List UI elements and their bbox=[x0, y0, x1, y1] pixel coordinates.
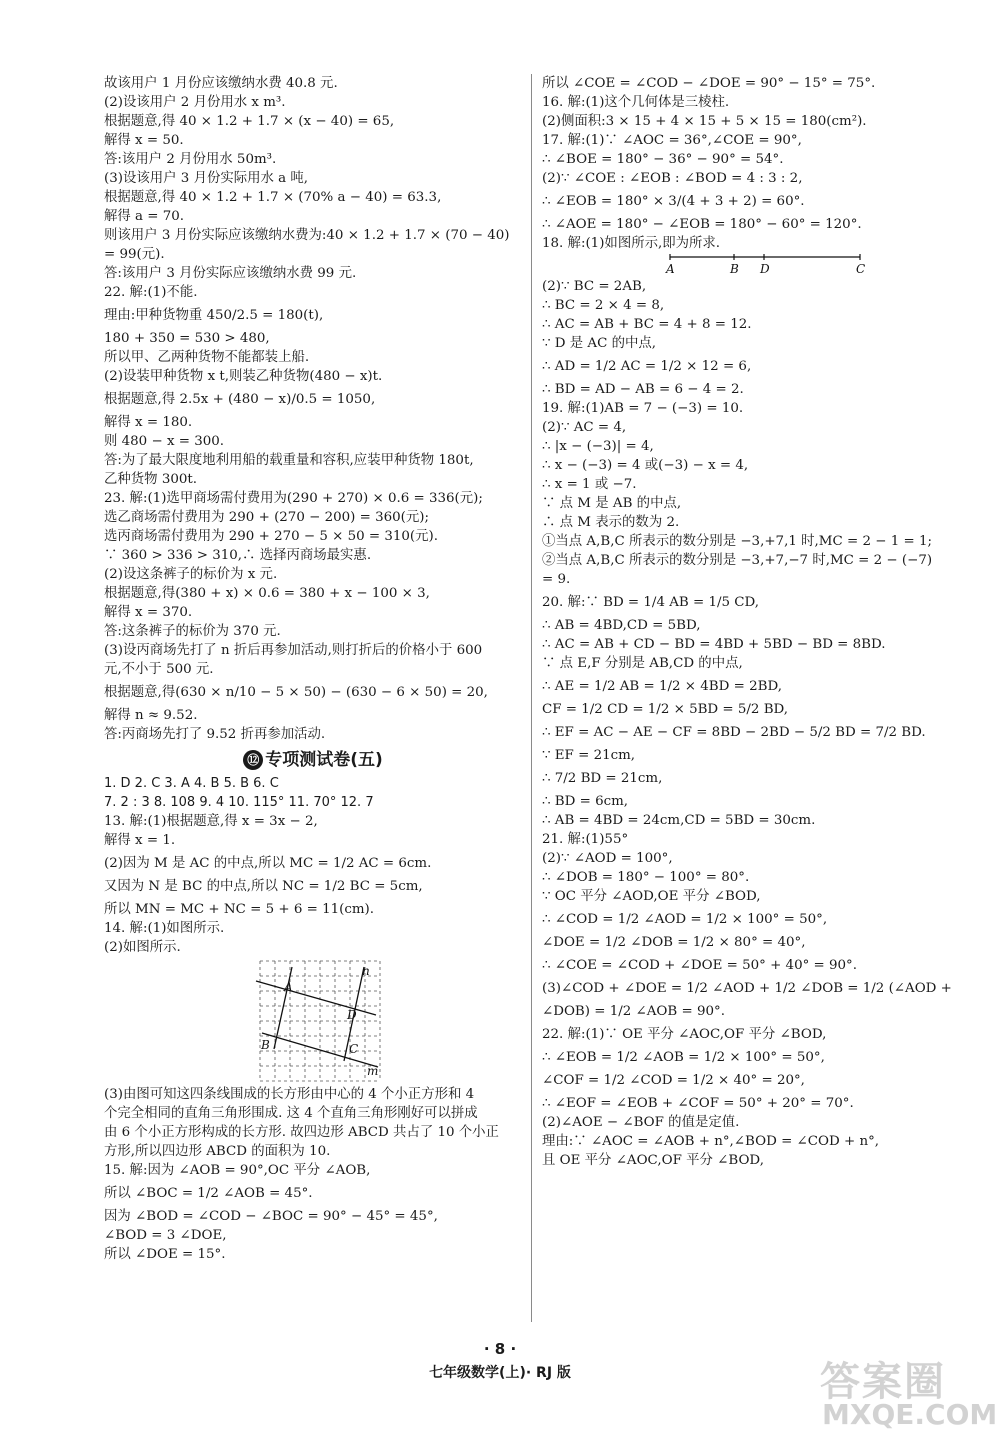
text-line: 且 OE 平分 ∠AOC,OF 平分 ∠BOD, bbox=[542, 1153, 764, 1168]
text-line: ∵ 360 > 336 > 310,∴ 选择丙商场最实惠. bbox=[104, 548, 372, 563]
text-line: ∴ ∠EOB = 1/2 ∠AOB = 1/2 × 100° = 50°, bbox=[542, 1050, 825, 1065]
text-line: (2)如图所示. bbox=[104, 940, 181, 955]
number-line-figure bbox=[542, 253, 962, 277]
page-number: · 8 · bbox=[483, 1340, 517, 1358]
text-line: 解得 n ≈ 9.52. bbox=[104, 708, 198, 723]
problem-19-heading: 19. 解:(1)AB = 7 − (−3) = 10. bbox=[542, 401, 744, 416]
problem-17-heading: 17. 解:(1)∵ ∠AOC = 36°,∠COE = 90°, bbox=[542, 133, 802, 148]
watermark-logo: 答案圈 bbox=[820, 1359, 946, 1405]
text-line: ∴ EF = AC − AE − CF = 8BD − 2BD − 5/2 BD = 7/2 BD. bbox=[542, 725, 926, 740]
problem-16-heading: 16. 解:(1)这个几何体是三棱柱. bbox=[542, 95, 730, 110]
text-line: ∴ ∠AOE = 180° − ∠EOB = 180° − 60° = 120°. bbox=[542, 217, 862, 232]
text-line: 答:该用户 2 月份用水 50m³. bbox=[104, 152, 277, 167]
point-label-b: B bbox=[730, 262, 739, 276]
text-line: ∴ ∠EOF = ∠EOB + ∠COF = 50° + 20° = 70°. bbox=[542, 1096, 854, 1111]
text-line: ∴ AC = AB + BC = 4 + 8 = 12. bbox=[542, 317, 752, 332]
text-line: ∵ 点 E,F 分别是 AB,CD 的中点, bbox=[542, 656, 743, 671]
text-line: 选乙商场需付费用为 290 + (270 − 200) = 360(元); bbox=[104, 510, 430, 525]
text-line: 根据题意,得 40 × 1.2 + 1.7 × (70% a − 40) = 63.3, bbox=[104, 190, 442, 205]
text-line: ∵ D 是 AC 的中点, bbox=[542, 336, 657, 351]
problem-22-heading: 22. 解:(1)不能. bbox=[104, 285, 198, 300]
text-line: (2)设该用户 2 月份用水 x m³. bbox=[104, 95, 286, 110]
text-line: (2)∵ ∠COE : ∠EOB : ∠BOD = 4 : 3 : 2, bbox=[542, 171, 803, 186]
fill-answers: 7. 2 : 3 8. 108 9. 4 10. 115° 11. 70° 12. 7 bbox=[104, 795, 374, 810]
choice-answers: 1. D 2. C 3. A 4. B 5. B 6. C bbox=[104, 776, 279, 791]
text-line: 180 + 350 = 530 > 480, bbox=[104, 331, 270, 346]
text-line: 解得 x = 370. bbox=[104, 605, 193, 620]
text-line: 答:为了最大限度地利用船的载重量和容积,应装甲种货物 180t, bbox=[104, 453, 474, 468]
text-line: ∴ ∠BOE = 180° − 36° − 90° = 54°. bbox=[542, 152, 784, 167]
text-line: 故该用户 1 月份应该缴纳水费 40.8 元. bbox=[104, 76, 338, 91]
text-line: 根据题意,得 40 × 1.2 + 1.7 × (x − 40) = 65, bbox=[104, 114, 395, 129]
text-line: 理由:∵ ∠AOC = ∠AOB + n°,∠BOD = ∠COD + n°, bbox=[542, 1134, 880, 1149]
point-label-c: C bbox=[856, 262, 866, 276]
text-line: 解得 x = 50. bbox=[104, 133, 184, 148]
text-line: ∴ AD = 1/2 AC = 1/2 × 12 = 6, bbox=[542, 359, 752, 374]
text-line: 所以 MN = MC + NC = 5 + 6 = 11(cm). bbox=[104, 902, 375, 917]
text-line: ∴ AB = 4BD,CD = 5BD, bbox=[542, 618, 701, 633]
text-line: 又因为 N 是 BC 的中点,所以 NC = 1/2 BC = 5cm, bbox=[104, 879, 423, 894]
text-line: ∴ 7/2 BD = 21cm, bbox=[542, 771, 663, 786]
text-line: 因为 ∠BOD = ∠COD − ∠BOC = 90° − 45° = 45°, bbox=[104, 1209, 438, 1224]
text-line: ∴ 点 M 表示的数为 2. bbox=[542, 515, 680, 530]
text-line: 解得 x = 1. bbox=[104, 833, 176, 848]
text-line: ∵ EF = 21cm, bbox=[542, 748, 636, 763]
text-line: ∴ AE = 1/2 AB = 1/2 × 4BD = 2BD, bbox=[542, 679, 782, 694]
text-line: = 9. bbox=[542, 572, 571, 587]
text-line: ∵ OC 平分 ∠AOD,OE 平分 ∠BOD, bbox=[542, 889, 761, 904]
left-column bbox=[104, 74, 522, 1264]
text-line: (2)∵ ∠AOD = 100°, bbox=[542, 851, 673, 866]
section-number-badge: ⑫ bbox=[243, 750, 263, 770]
text-line: 所以 ∠BOC = 1/2 ∠AOB = 45°. bbox=[104, 1186, 313, 1201]
problem-13-heading: 13. 解:(1)根据题意,得 x = 3x − 2, bbox=[104, 814, 318, 829]
text-line: 所以甲、乙两种货物不能都装上船. bbox=[104, 350, 310, 365]
text-line: ∴ x = 1 或 −7. bbox=[542, 477, 637, 492]
text-line: (3)设该用户 3 月份实际用水 a 吨, bbox=[104, 171, 309, 186]
text-line: ∴ AC = AB + CD − BD = 4BD + 5BD − BD = 8BD. bbox=[542, 637, 886, 652]
text-line: ∠DOB) = 1/2 ∠AOB = 90°. bbox=[542, 1004, 725, 1019]
text-line: 由 6 个小正方形构成的长方形. 故四边形 ABCD 共占了 10 个小正 bbox=[104, 1125, 499, 1140]
text-line: ∴ ∠EOB = 180° × 3/(4 + 3 + 2) = 60°. bbox=[542, 194, 805, 209]
text-line: 答:这条裤子的标价为 370 元. bbox=[104, 624, 281, 639]
point-label-c: C bbox=[349, 1042, 359, 1056]
text-line: = 99(元). bbox=[104, 247, 165, 262]
text-line: 方形,所以四边形 ABCD 的面积为 10. bbox=[104, 1144, 331, 1159]
problem-14-heading: 14. 解:(1)如图所示. bbox=[104, 921, 225, 936]
point-label-b: B bbox=[261, 1038, 270, 1052]
text-line: ②当点 A,B,C 所表示的数分别是 −3,+7,−7 时,MC = 2 − (−7) bbox=[542, 553, 933, 568]
problem-23-heading: 23. 解:(1)选甲商场需付费用为(290 + 270) × 0.6 = 336(元); bbox=[104, 491, 483, 506]
point-label-a: A bbox=[284, 980, 293, 994]
text-line: (3)设丙商场先打了 n 折后再参加活动,则打折后的价格小于 600 bbox=[104, 643, 483, 658]
text-line: (3)∠COD + ∠DOE = 1/2 ∠AOD + 1/2 ∠DOB = 1/2 (∠AOD + bbox=[542, 981, 952, 996]
text-line: 根据题意,得(380 + x) × 0.6 = 380 + x − 100 × 3, bbox=[104, 586, 430, 601]
text-line: (3)由图可知这四条线围成的长方形由中心的 4 个小正方形和 4 bbox=[104, 1087, 475, 1102]
text-line: 根据题意,得 2.5x + (480 − x)/0.5 = 1050, bbox=[104, 392, 376, 407]
problem-21-heading: 21. 解:(1)55° bbox=[542, 832, 629, 847]
text-line: ∴ ∠DOB = 180° − 100° = 80°. bbox=[542, 870, 750, 885]
text-line: 则 480 − x = 300. bbox=[104, 434, 225, 449]
text-line: 解得 a = 70. bbox=[104, 209, 185, 224]
text-line: 则该用户 3 月份实际应该缴纳水费为:40 × 1.2 + 1.7 × (70 − 40) bbox=[104, 228, 510, 243]
text-line: 答:该用户 3 月份实际应该缴纳水费 99 元. bbox=[104, 266, 357, 281]
text-line: ∠COF = 1/2 ∠COD = 1/2 × 40° = 20°, bbox=[542, 1073, 805, 1088]
point-label-d: D bbox=[347, 1008, 357, 1022]
text-line: 所以 ∠DOE = 15°. bbox=[104, 1247, 226, 1262]
text-line: ∴ x − (−3) = 4 或(−3) − x = 4, bbox=[542, 458, 749, 473]
right-column bbox=[542, 74, 962, 1170]
text-line: ∠BOD = 3 ∠DOE, bbox=[104, 1228, 227, 1243]
text-line: ∴ |x − (−3)| = 4, bbox=[542, 439, 654, 454]
text-line: (2)设这条裤子的标价为 x 元. bbox=[104, 567, 278, 582]
watermark-url: MXQE.COM bbox=[822, 1398, 998, 1431]
column-divider bbox=[531, 74, 532, 1322]
text-line: ∴ ∠COD = 1/2 ∠AOD = 1/2 × 100° = 50°, bbox=[542, 912, 828, 927]
text-line: 理由:甲种货物重 450/2.5 = 180(t), bbox=[104, 308, 324, 323]
text-line: (2)设装甲种货物 x t,则装乙种货物(480 − x)t. bbox=[104, 369, 383, 384]
grid-figure bbox=[104, 957, 522, 1085]
text-line: (2)因为 M 是 AC 的中点,所以 MC = 1/2 AC = 6cm. bbox=[104, 856, 432, 871]
problem-20-heading: 20. 解:∵ BD = 1/4 AB = 1/5 CD, bbox=[542, 595, 760, 610]
text-line: ∴ AB = 4BD = 24cm,CD = 5BD = 30cm. bbox=[542, 813, 816, 828]
section-title-text: 专项测试卷(五) bbox=[265, 750, 383, 770]
line-bc bbox=[262, 1033, 378, 1067]
section-title bbox=[104, 750, 522, 770]
point-label-d: D bbox=[760, 262, 770, 276]
text-line: ∴ BD = 6cm, bbox=[542, 794, 629, 809]
text-line: (2)∵ BC = 2AB, bbox=[542, 279, 647, 294]
text-line: (2)∵ AC = 4, bbox=[542, 420, 627, 435]
text-line: ∴ BD = AD − AB = 6 − 4 = 2. bbox=[542, 382, 744, 397]
text-line: 个完全相同的直角三角形围成. 这 4 个直角三角形刚好可以拼成 bbox=[104, 1106, 478, 1121]
problem-15-heading: 15. 解:因为 ∠AOB = 90°,OC 平分 ∠AOB, bbox=[104, 1163, 371, 1178]
text-line: 所以 ∠COE = ∠COD − ∠DOE = 90° − 15° = 75°. bbox=[542, 76, 876, 91]
text-line: 解得 x = 180. bbox=[104, 415, 193, 430]
book-title: 七年级数学(上)· RJ 版 bbox=[429, 1365, 571, 1381]
text-line: ∠DOE = 1/2 ∠DOB = 1/2 × 80° = 40°, bbox=[542, 935, 806, 950]
text-line: ∴ BC = 2 × 4 = 8, bbox=[542, 298, 665, 313]
line-label-n: n bbox=[362, 964, 370, 978]
text-line: 答:丙商场先打了 9.52 折再参加活动. bbox=[104, 727, 326, 742]
text-line: 根据题意,得(630 × n/10 − 5 × 50) − (630 − 6 × 50) = 20, bbox=[104, 685, 488, 700]
text-line: 选丙商场需付费用为 290 + 270 − 5 × 50 = 310(元). bbox=[104, 529, 439, 544]
problem-18-heading: 18. 解:(1)如图所示,即为所求. bbox=[542, 236, 721, 251]
text-line: 元,不小于 500 元. bbox=[104, 662, 214, 677]
problem-22-heading: 22. 解:(1)∵ OE 平分 ∠AOC,OF 平分 ∠BOD, bbox=[542, 1027, 827, 1042]
text-line: CF = 1/2 CD = 1/2 × 5BD = 5/2 BD, bbox=[542, 702, 789, 717]
line-label-m: m bbox=[367, 1064, 379, 1078]
text-line: 乙种货物 300t. bbox=[104, 472, 198, 487]
text-line: ①当点 A,B,C 所表示的数分别是 −3,+7,1 时,MC = 2 − 1 = 1; bbox=[542, 534, 932, 549]
text-line: (2)侧面积:3 × 15 + 4 × 15 + 5 × 15 = 180(cm²). bbox=[542, 114, 867, 129]
point-label-a: A bbox=[666, 262, 675, 276]
text-line: ∴ ∠COE = ∠COD + ∠DOE = 50° + 40° = 90°. bbox=[542, 958, 858, 973]
text-line: (2)∠AOE − ∠BOF 的值是定值. bbox=[542, 1115, 740, 1130]
text-line: ∵ 点 M 是 AB 的中点, bbox=[542, 496, 682, 511]
